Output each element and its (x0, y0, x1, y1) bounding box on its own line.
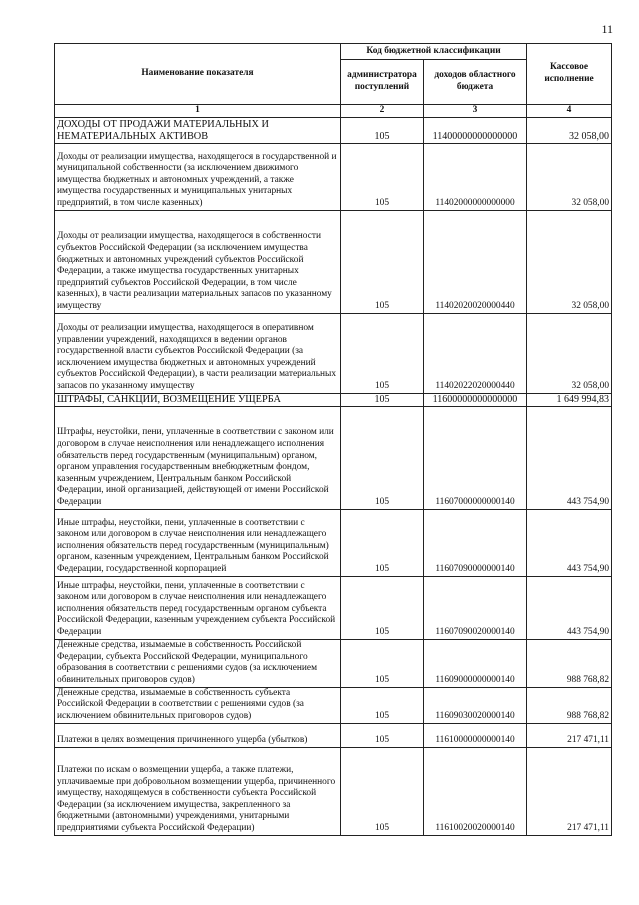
table-row (55, 576, 612, 639)
column-number: 4 (527, 105, 612, 118)
row-admin-code: 105 (341, 723, 424, 747)
row-income-code: 11402020020000440 (424, 210, 527, 313)
row-name: Доходы от реализации имущества, находящегося в государственной и муниципальной собственности (за исключением движимого имущества бюджетных и автономных учреждений, а также имущества государственных и муниципальных унитарных предприятий, в том числе казенных) (55, 143, 341, 210)
row-admin-code: 105 (341, 639, 424, 687)
row-name: Доходы от реализации имущества, находящегося в собственности субъектов Российской Федерации (за исключением имущества бюджетных и автономных учреждений субъектов Российской Федерации, а также имущества государственных унитарных предприятий субъектов Российской Федерации, в том числе казенных), в части реализации материальных запасов по указанному имуществу (55, 210, 341, 313)
row-admin-code: 105 (341, 117, 424, 143)
row-name: Доходы от реализации имущества, находящегося в оперативном управлении учреждений, находящихся в ведении органов государственной власти субъектов Российской Федерации (за исключением имущества бюджетных и автономных учреждений субъектов Российской Федерации), в части реализации материальных запасов по указанному имуществу (55, 313, 341, 393)
row-name: Иные штрафы, неустойки, пени, уплаченные в соответствии с законом или договором в случае неисполнения или ненадлежащего исполнения обязательств перед государственным органом субъекта Российской Федерации, казенным учреждением субъекта Российской Федерации (55, 576, 341, 639)
row-admin-code: 105 (341, 313, 424, 393)
row-admin-code: 105 (341, 687, 424, 723)
row-cash-amount: 988 768,82 (527, 687, 612, 723)
row-cash-amount: 32 058,00 (527, 313, 612, 393)
column-number: 2 (341, 105, 424, 118)
table-row (55, 509, 612, 576)
header-indicator-name: Наименование показателя (55, 44, 341, 105)
row-name: ШТРАФЫ, САНКЦИИ, ВОЗМЕЩЕНИЕ УЩЕРБА (55, 393, 341, 406)
table-row (55, 747, 612, 835)
table-row (55, 143, 612, 210)
table-row (55, 687, 612, 723)
column-number: 1 (55, 105, 341, 118)
row-income-code: 11607000000000140 (424, 406, 527, 509)
row-cash-amount: 217 471,11 (527, 747, 612, 835)
row-name: Иные штрафы, неустойки, пени, уплаченные в соответствии с законом или договором в случае неисполнения или ненадлежащего исполнения обязательств перед государственным (муниципальным) органом, казенным учреждением, Центральным банком Российской Федерации, государственной корпорацией (55, 509, 341, 576)
budget-execution-table (54, 43, 612, 836)
table-row (55, 313, 612, 393)
row-income-code: 11609030020000140 (424, 687, 527, 723)
row-admin-code: 105 (341, 576, 424, 639)
header-cash-execution: Кассовое исполнение (527, 44, 612, 105)
row-admin-code: 105 (341, 747, 424, 835)
row-cash-amount: 1 649 994,83 (527, 393, 612, 406)
row-cash-amount: 32 058,00 (527, 210, 612, 313)
column-number-row (55, 105, 612, 118)
row-cash-amount: 443 754,90 (527, 509, 612, 576)
table-row (55, 117, 612, 143)
row-admin-code: 105 (341, 393, 424, 406)
row-cash-amount: 443 754,90 (527, 406, 612, 509)
row-cash-amount: 988 768,82 (527, 639, 612, 687)
row-cash-amount: 217 471,11 (527, 723, 612, 747)
table-row (55, 406, 612, 509)
row-income-code: 11610000000000140 (424, 723, 527, 747)
column-number: 3 (424, 105, 527, 118)
table-row (55, 210, 612, 313)
row-cash-amount: 443 754,90 (527, 576, 612, 639)
row-name: Денежные средства, изымаемые в собственность Российской Федерации, субъекта Российской Федерации, муниципального образования в соответствии с решениями судов (за исключением обвинительных приговоров судов) (55, 639, 341, 687)
row-income-code: 11402022020000440 (424, 313, 527, 393)
row-admin-code: 105 (341, 210, 424, 313)
header-income-code: доходов областного бюджета (424, 59, 527, 104)
row-income-code: 11600000000000000 (424, 393, 527, 406)
page-number: 11 (601, 22, 613, 36)
table-row (55, 723, 612, 747)
row-income-code: 11610020020000140 (424, 747, 527, 835)
row-income-code: 11609000000000140 (424, 639, 527, 687)
row-cash-amount: 32 058,00 (527, 117, 612, 143)
row-name: Платежи в целях возмещения причиненного ущерба (убытков) (55, 723, 341, 747)
row-income-code: 11607090020000140 (424, 576, 527, 639)
row-income-code: 11402000000000000 (424, 143, 527, 210)
row-name: Платежи по искам о возмещении ущерба, а также платежи, уплачиваемые при добровольном возмещении ущерба, причиненного имуществу, находящемуся в собственности субъекта Российской Федерации (за исключением имущества, закрепленного за бюджетными (автономными) учреждениями, унитарными предприятиями субъекта Российской Федерации) (55, 747, 341, 835)
row-admin-code: 105 (341, 406, 424, 509)
table-row (55, 393, 612, 406)
row-name: ДОХОДЫ ОТ ПРОДАЖИ МАТЕРИАЛЬНЫХ И НЕМАТЕРИАЛЬНЫХ АКТИВОВ (55, 117, 341, 143)
row-cash-amount: 32 058,00 (527, 143, 612, 210)
row-admin-code: 105 (341, 509, 424, 576)
row-name: Денежные средства, изымаемые в собственность субъекта Российской Федерации в соответствии с решениями судов (за исключением обвинительных приговоров судов) (55, 687, 341, 723)
row-income-code: 11400000000000000 (424, 117, 527, 143)
header-budget-classification: Код бюджетной классификации (341, 44, 527, 60)
row-admin-code: 105 (341, 143, 424, 210)
row-income-code: 11607090000000140 (424, 509, 527, 576)
row-name: Штрафы, неустойки, пени, уплаченные в соответствии с законом или договором в случае неисполнения или ненадлежащего исполнения обязательств перед государственным (муниципальным) органом, органом управления государственным внебюджетным фондом, казенным учреждением, Центральным банком Российской Федерации, иной организацией, действующей от имени Российской Федерации (55, 406, 341, 509)
header-admin-code: администратора поступлений (341, 59, 424, 104)
table-row (55, 639, 612, 687)
